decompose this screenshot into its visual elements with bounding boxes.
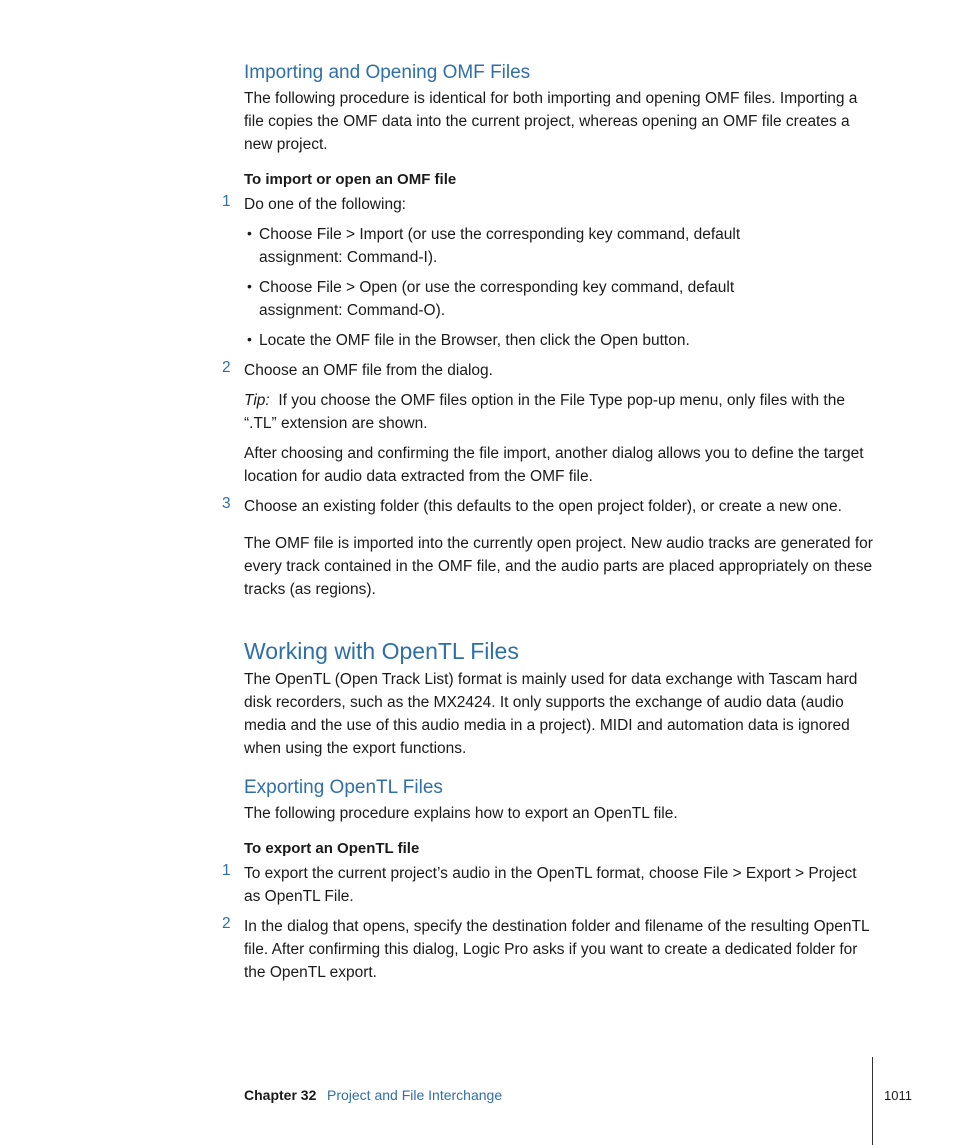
step-number: 1	[222, 193, 231, 210]
export-task-title: To export an OpenTL file	[244, 840, 420, 857]
step-number: 1	[222, 862, 231, 879]
omf-task-title: To import or open an OMF file	[244, 171, 457, 188]
section-heading-export: Exporting OpenTL Files	[244, 777, 443, 798]
after-tip-paragraph: After choosing and confirming the file import, another dialog allows you to define the target location for audio data extracted from the OMF file.	[244, 445, 864, 485]
footer-chapter-title: Project and File Interchange	[327, 1087, 503, 1103]
step-text: In the dialog that opens, specify the destination folder and filename of the resulting OpenTL file. After confirming this dialog, Logic Pro asks if you want to create a dedicated folder for the OpenTL export.	[244, 918, 869, 981]
page-number: 1011	[884, 1088, 912, 1103]
chapter-section-heading-opentl: Working with OpenTL Files	[244, 638, 519, 664]
step-text: To export the current project’s audio in the OpenTL format, choose File > Export > Project as OpenTL File.	[244, 865, 857, 905]
opentl-intro-paragraph: The OpenTL (Open Track List) format is mainly used for data exchange with Tascam hard disk recorders, such as the MX2424. It only supports the exchange of audio data (audio media and the use of this audio media in a project). MIDI and automation data is ignored when using the export functions.	[244, 671, 858, 757]
footer-chapter: Chapter 32	[244, 1087, 317, 1103]
step-number: 3	[222, 495, 231, 512]
bullet-item: Choose File > Import (or use the corresponding key command, default assignment: Command-I).	[259, 226, 741, 266]
bullet-marker: •	[247, 331, 252, 347]
tip-label: Tip:	[244, 392, 270, 409]
tip-text: If you choose the OMF files option in the File Type pop-up menu, only files with the “.TL” extension are shown.	[244, 392, 845, 432]
tip-paragraph	[244, 389, 874, 435]
bullet-marker: •	[247, 225, 252, 241]
step-text: Choose an OMF file from the dialog.	[244, 362, 493, 379]
export-intro-paragraph: The following procedure explains how to export an OpenTL file.	[244, 805, 678, 822]
omf-intro-paragraph: The following procedure is identical for both importing and opening OMF files. Importing a file copies the OMF data into the current project, whereas opening an OMF file creates a new project.	[244, 90, 858, 153]
footer-divider	[872, 1057, 873, 1145]
step-text: Do one of the following:	[244, 196, 406, 213]
section-heading-omf: Importing and Opening OMF Files	[244, 62, 531, 83]
step-number: 2	[222, 915, 231, 932]
omf-result-paragraph: The OMF file is imported into the currently open project. New audio tracks are generated for every track contained in the OMF file, and the audio parts are placed appropriately on these tracks (as regions).	[244, 535, 873, 598]
bullet-item: Choose File > Open (or use the corresponding key command, default assignment: Command-O).	[259, 279, 735, 319]
bullet-marker: •	[247, 278, 252, 294]
bullet-item: Locate the OMF file in the Browser, then click the Open button.	[259, 332, 690, 349]
step-number: 2	[222, 359, 231, 376]
step-text: Choose an existing folder (this defaults to the open project folder), or create a new one.	[244, 498, 842, 515]
